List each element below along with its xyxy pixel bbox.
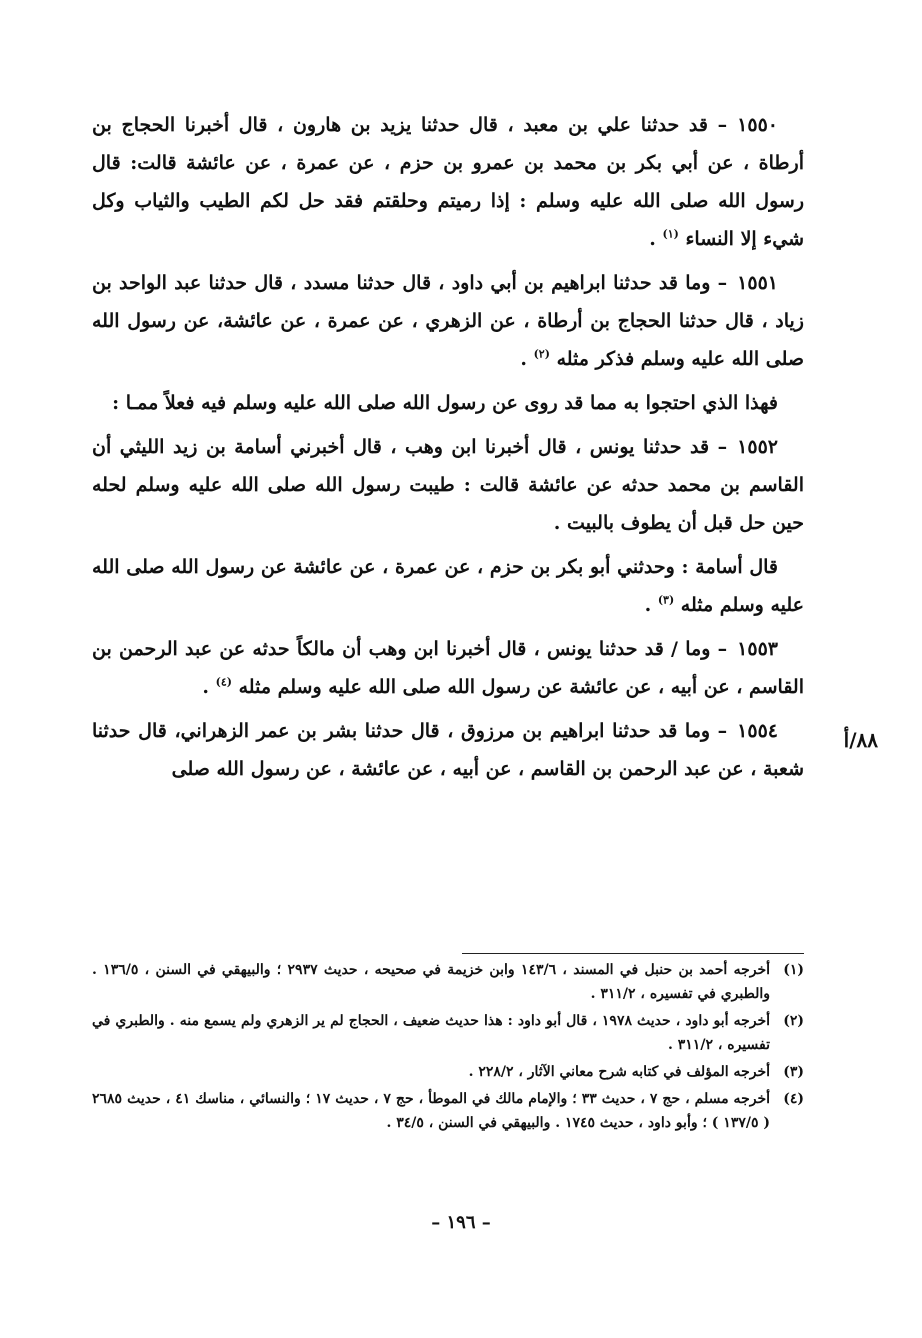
paragraph-1550: ١٥٥٠– قد حدثنا علي بن معبد ، قال حدثنا يزيد بن هارون ، قال أخبرنا الحجاج بن أرطاة ، عن أبي بكر بن محمد بن عمرو بن حزم ، عن عمرة ، عن عائشة قالت: قال رسول الله صلى الله عليه وسلم : إذا رميتم وحلقتم فقد حل لكم الطيب والثياب وكل شيء إلا النساء $^{(١)}$ . (92, 114, 804, 250)
footnote-ref: (٢) (533, 347, 550, 361)
paragraph-text: – قد حدثنا علي بن معبد ، قال حدثنا يزيد بن هارون ، قال أخبرنا الحجاج بن أرطاة ، عن أبي بكر بن محمد بن عمرو بن حزم ، عن عمرة ، عن عائشة قالت: قال رسول الله صلى الله عليه وسلم : إذا رميتم وحلقتم فقد حل لكم الطيب والثياب وكل شيء إلا النساء (92, 114, 804, 250)
footnote-text: أخرجه مسلم ، حج ٧ ، حديث ٣٣ ؛ والإمام مالك في الموطأ ، حج ٧ ، حديث ١٧ ؛ والنسائي ، مناسك ٤١ ، حديث ٢٦٨٥ ( ١٣٧/٥ ) ؛ وأبو داود ، حديث ١٧٤٥ . والبيهقي في السنن ، ٣٤/٥ . (92, 1091, 770, 1131)
footnote-divider (462, 953, 804, 954)
paragraph-text: – قد حدثنا يونس ، قال أخبرنا ابن وهب ، قال أخبرني أسامة بن زيد الليثي أن القاسم بن محمد حدثه عن عائشة قالت : طيبت رسول الله صلى الله عليه وسلم لحله حين حل قبل أن يطوف بالبيت (92, 436, 804, 534)
footnote-ref: (١) (662, 227, 679, 241)
paragraph-1552: ١٥٥٢– قد حدثنا يونس ، قال أخبرنا ابن وهب ، قال أخبرني أسامة بن زيد الليثي أن القاسم بن محمد حدثه عن عائشة قالت : طيبت رسول الله صلى الله عليه وسلم لحله حين حل قبل أن يطوف بالبيت . (92, 436, 804, 534)
paragraph-1553: ١٥٥٣– وما / قد حدثنا يونس ، قال أخبرنا ابن وهب أن مالكاً حدثه عن عبد الرحمن بن القاسم ، عن أبيه ، عن عائشة عن رسول الله صلى الله عليه وسلم مثله $^{(٤)}$ . (92, 638, 804, 698)
footnote-3 (92, 1060, 804, 1084)
footnote-1 (92, 958, 804, 1006)
hadith-number: ١٥٥٢ (737, 436, 778, 458)
footnote-text: أخرجه أبو داود ، حديث ١٩٧٨ ، قال أبو داود : هذا حديث ضعيف ، الحجاج لم ير الزهري ولم يسمع منه . والطبري في تفسيره ، ٣١١/٢ . (92, 1013, 770, 1053)
hadith-number: ١٥٥٤ (737, 720, 778, 742)
hadith-number: ١٥٥٣ (737, 638, 778, 660)
manuscript-folio-marker: ٨٨/أ (843, 728, 878, 752)
footnote-number: (٢) (783, 1013, 804, 1029)
footnote-number: (٣) (783, 1064, 804, 1080)
main-text (92, 106, 804, 794)
paragraph-1554 (92, 712, 804, 788)
footnotes (92, 958, 804, 1138)
footnote-text: أخرجه أحمد بن حنبل في المسند ، ١٤٣/٦ وابن خزيمة في صحيحه ، حديث ٢٩٣٧ ؛ والبيهقي في السنن ، ١٣٦/٥ . والطبري في تفسيره ، ٣١١/٢ . (92, 962, 771, 1002)
paragraph-text: – وما قد حدثنا ابراهيم بن أبي داود ، قال حدثنا مسدد ، قال حدثنا عبد الواحد بن زياد ، قال حدثنا الحجاج بن أرطاة ، عن الزهري ، عن عمرة ، عن عائشة، عن رسول الله صلى الله عليه وسلم فذكر مثله (92, 272, 804, 370)
footnote-number: (١) (783, 962, 804, 978)
paragraph-text: – وما قد حدثنا ابراهيم بن مرزوق ، قال حدثنا بشر بن عمر الزهراني، قال حدثنا شعبة ، عن عبد الرحمن بن القاسم ، عن أبيه ، عن عائشة ، عن رسول الله صلى (92, 720, 804, 780)
paragraph-text: قال أسامة : وحدثني أبو بكر بن حزم ، عن عمرة ، عن عائشة عن رسول الله صلى الله عليه وسلم مثله (92, 556, 804, 616)
hadith-number: ١٥٥٠ (737, 114, 778, 136)
paragraph-commentary (92, 384, 804, 422)
paragraph-1551: ١٥٥١– وما قد حدثنا ابراهيم بن أبي داود ، قال حدثنا مسدد ، قال حدثنا عبد الواحد بن زياد ، قال حدثنا الحجاج بن أرطاة ، عن الزهري ، عن عمرة ، عن عائشة، عن رسول الله صلى الله عليه وسلم فذكر مثله $^{(٢)}$ . (92, 272, 804, 370)
paragraph-text: فهذا الذي احتجوا به مما قد روى عن رسول الله صلى الله عليه وسلم فيه فعلاً ممـا : (112, 392, 778, 414)
footnote-ref: (٤) (215, 675, 232, 689)
footnote-text: أخرجه المؤلف في كتابه شرح معاني الآثار ، ٢٢٨/٢ . (468, 1064, 770, 1080)
hadith-number: ١٥٥١ (737, 272, 778, 294)
footnote-number: (٤) (783, 1091, 804, 1107)
page-number: – ١٩٦ – (431, 1212, 491, 1233)
footnote-ref: (٣) (657, 593, 675, 607)
footnote-4 (92, 1087, 804, 1135)
footnote-2 (92, 1009, 804, 1057)
paragraph-usama: قال أسامة : وحدثني أبو بكر بن حزم ، عن عمرة ، عن عائشة عن رسول الله صلى الله عليه وسلم مثله $^{(٣)}$ . (92, 556, 804, 616)
paragraph-text: – وما / قد حدثنا يونس ، قال أخبرنا ابن وهب أن مالكاً حدثه عن عبد الرحمن بن القاسم ، عن أبيه ، عن عائشة عن رسول الله صلى الله عليه وسلم مثله (92, 638, 804, 698)
